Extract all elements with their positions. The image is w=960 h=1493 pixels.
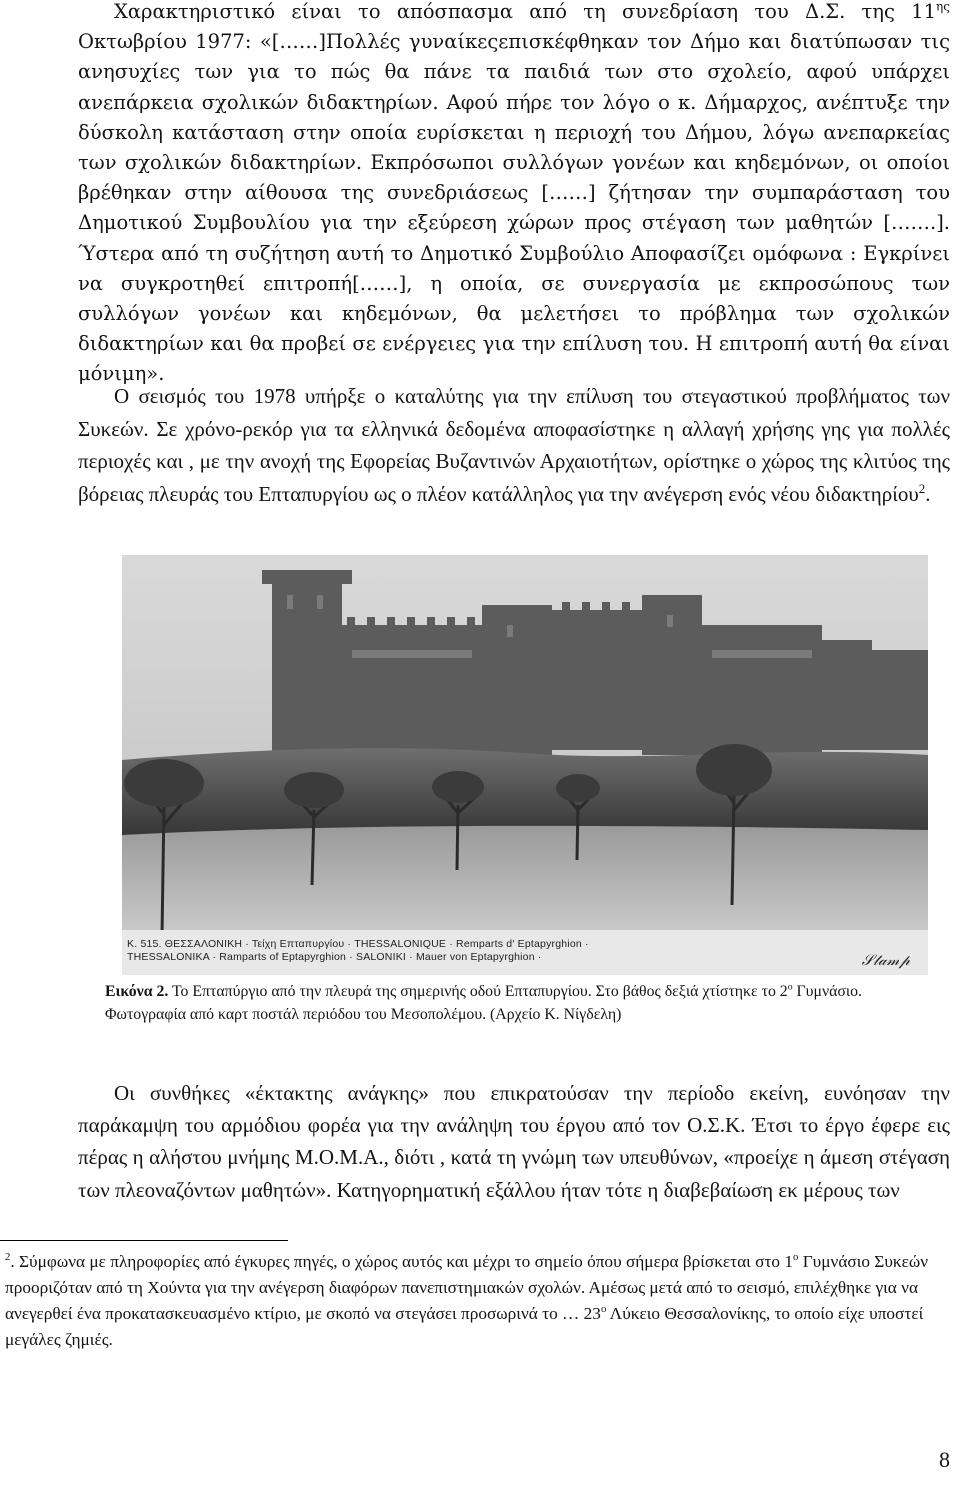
figure-label: Εικόνα 2. [105, 983, 169, 1000]
postcard-caption-line1: Κ. 515. ΘΕΣΣΑΛΟΝΙΚΗ · Τείχη Επταπυργίου · THESSALONIQUE · Remparts d' Eptapyrghion · [127, 938, 589, 950]
postcard-signature: 𝒮𝓉𝒶𝓂𝓅 [861, 951, 910, 969]
earthquake-text: Ο σεισμός του 1978 υπήρξε ο καταλύτης για την επίλυση του στεγαστικού προβλήματος των Συκεών. Σε χρόνο-ρεκόρ για τα ελληνικά δεδομένα αποφασίστηκε η αλλαγή χρήσης γης για πολλές περιοχές και , με την ανοχή της Εφορείας Βυζαντινών Αρχαιοτήτων, ορίστηκε ο χώρος της κλιτύος της βόρειας πλευράς του Επταπυργίου ως ο πλέον κατάλληλος για την ανέγερση ενός νέου διδακτηρίου [78, 384, 950, 506]
intro-ordinal-sup: ης [935, 0, 950, 14]
footnote-number: 2 [5, 1251, 11, 1264]
postcard-caption-line2: THESSALONIKA · Ramparts of Eptapyrghion · SALONIKI · Mauer von Eptapyrghion · [127, 951, 542, 963]
intro-text-part2: Οκτωβρίου 1977: «[……]Πολλές γυναίκεςεπισκέφθηκαν τον Δήμο και διατύπωσαν τις ανησυχίες των για το πώς θα πάνε τα παιδιά των στο σχολείο, αφού υπάρχει ανεπάρκεια σχολικών διδακτηρίων. Αφού πήρε τον λόγο ο κ. Δήμαρχος, ανέπτυξε την δύσκολη κατάσταση στην οποία ευρίσκεται η περιοχή του Δήμου, λόγω ανεπαρκείας των σχολικών διδακτηρίων. Εκπρόσωποι συλλόγων γονέων και κηδεμόνων, οι οποίοι βρέθηκαν στην αίθουσα της συνεδριάσεως [……] ζήτησαν την συμπαράσταση του Δημοτικού Συμβουλίου για την εξεύρεση χώρων προς στέγαση των μαθητών […….]. Ύστερα από τη συζήτηση αυτή το Δημοτικό Συμβούλιο Αποφασίζει ομόφωνα : Εγκρίνει να συγκροτηθεί επιτροπή[……], η οποία, σε συνεργασία με εκπροσώπους των συλλόγων γονέων και κηδεμόνων, θα μελετήσει το πρόβλημα των σχολικών διδακτηρίων και θα προβεί σε ενέργειες για την επίλυση του. Η επιτροπή αυτή θα είναι μόνιμη». [78, 30, 950, 386]
footnote: $^2$. Σύμφωνα με πληροφορίες από έγκυρες πηγές, ο χώρος αυτός και μέχρι το σημείο όπου σήμερα βρίσκεται στο $1^o$ Γυμνάσιο Συκεών προοριζόταν από τη Χούντα για την ανέγερση διαφόρων πανεπιστημιακών σχολών. Αμέσως μετά από το σεισμό, επιλέχθηκε για να ανεγερθεί ένα προκατασκευασμένο κτίριο, με σκοπό να στεγάσει προσωρινά το … $23^o$ Λύκειο Θεσσαλονίκης, το οποίο είχε υποστεί μεγάλες ζημιές. [5, 1251, 929, 1349]
eptapyrgio-postcard-photo [122, 555, 928, 975]
figure-caption-text: Το Επταπύργιο από την πλευρά της σημερινής οδού Επταπυργίου. Στο βάθος δεξιά χτίστηκε το 2 [168, 983, 788, 1000]
intro-quote-paragraph [78, 0, 950, 390]
figure-caption: Εικόνα 2. Το Επταπύργιο από την πλευρά της σημερινής οδού Επταπυργίου. Στο βάθος δεξιά χτίστηκε το $2^o$ Γυμνάσιο. Φωτογραφία από καρτ ποστάλ περιόδου του Μεσοπολέμου. (Αρχείο Κ. Νίγδελη) [105, 981, 862, 1023]
conditions-text: Οι συνθήκες «έκτακτης ανάγκης» που επικρατούσαν την περίοδο εκείνη, ευνόησαν την παράκαμψη του αρμόδιου φορέα για την ανάληψη του έργου από τον Ο.Σ.Κ. Έτσι το έργο έφερε εις πέρας η αλήστου μνήμης Μ.Ο.Μ.Α., διότι , κατά τη γνώμη των υπευθύνων, «προείχε η άμεση στέγαση των πλεοναζόντων μαθητών». Κατηγορηματική εξάλλου ήταν τότε η διαβεβαίωση εκ μέρους των [78, 1081, 950, 1202]
intro-text-part1: Χαρακτηριστικό είναι το απόσπασμα από τη συνεδρίαση του Δ.Σ. της 11 [114, 0, 936, 23]
page-number: 8 [939, 1447, 950, 1472]
earthquake-paragraph: Ο σεισμός του 1978 υπήρξε ο καταλύτης για την επίλυση του στεγαστικού προβλήματος των Συκεών. Σε χρόνο-ρεκόρ για τα ελληνικά δεδομένα αποφασίστηκε η αλλαγή χρήσης γης για πολλές περιοχές και , με την ανοχή της Εφορείας Βυζαντινών Αρχαιοτήτων, ορίστηκε ο χώρος της κλιτύος της βόρειας πλευράς του Επταπυργίου ως ο πλέον κατάλληλος για την ανέγερση ενός νέου διδακτηρίου$^2$. [78, 384, 950, 506]
figure-caption-text-2: Γυμνάσιο. Φωτογραφία από καρτ ποστάλ περιόδου του Μεσοπολέμου. (Αρχείο Κ. Νίγδελη) [105, 983, 862, 1023]
footnote-ref: 2 [918, 480, 926, 496]
conditions-paragraph [78, 1077, 950, 1206]
footnote-divider [0, 1240, 288, 1241]
